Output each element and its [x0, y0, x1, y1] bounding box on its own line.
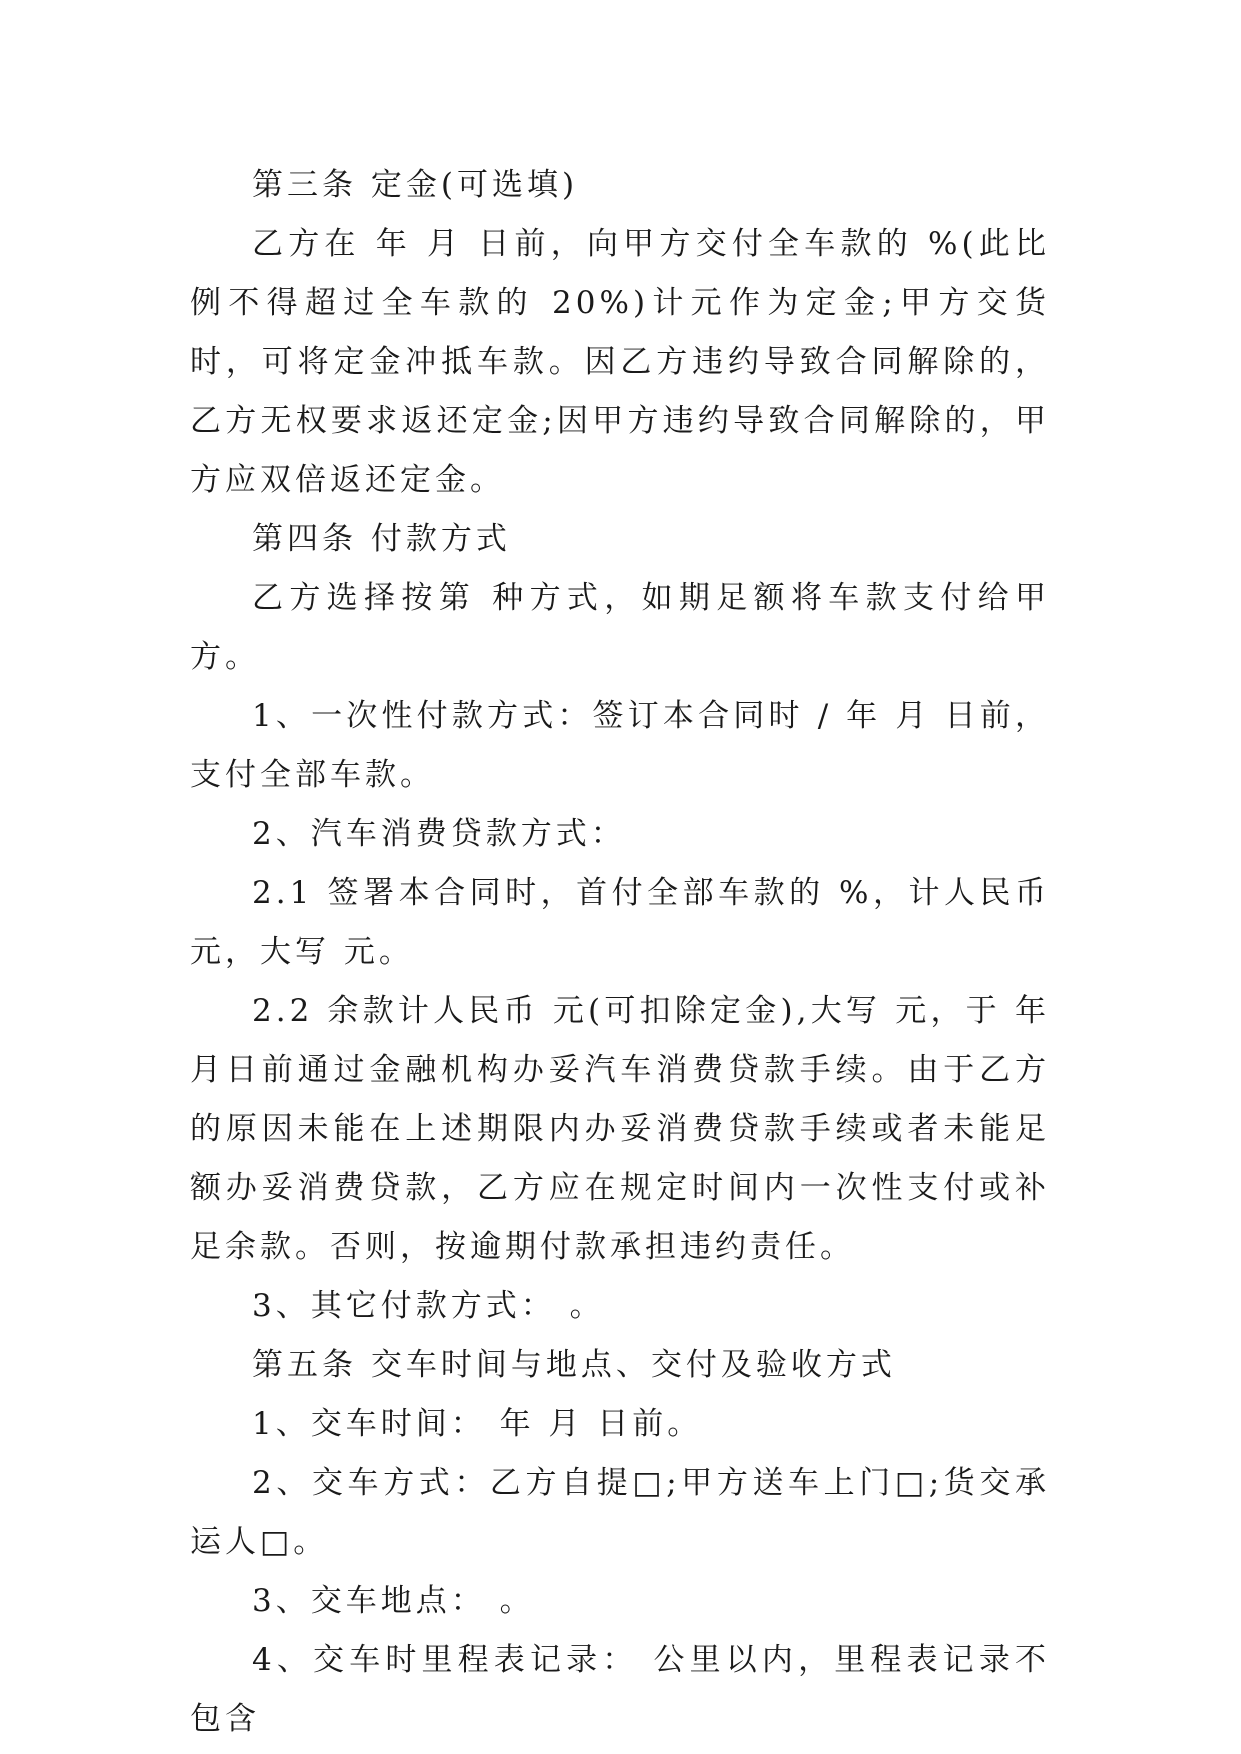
payment-option-3: 3、其它付款方式： 。: [252, 1288, 605, 1324]
article-3-deposit-paragraph: 乙方在 年 月 日前，向甲方交付全车款的 %(此比例不得超过全车款的 20%)计元作为定金;甲方交货时，可将定金冲抵车款。因乙方违约导致合同解除的，乙方无权要求返还定金;因甲方违约导致合同解除的，甲方应双倍返还定金。: [190, 226, 1050, 498]
payment-method-choice: 乙方选择按第 种方式，如期足额将车款支付给甲方。: [190, 580, 1050, 675]
article-5-heading: 第五条 交车时间与地点、交付及验收方式: [252, 1347, 896, 1383]
payment-option-2-2: 2.2 余款计人民币 元(可扣除定金),大写 元，于 年月日前通过金融机构办妥汽车消费贷款手续。由于乙方的原因未能在上述期限内办妥消费贷款手续或者未能足额办妥消费贷款，乙方应在规定时间内一次性支付或补足余款。否则，按逾期付款承担违约责任。: [190, 993, 1050, 1265]
article-4-heading: 第四条 付款方式: [252, 521, 511, 557]
article-3-heading: 第三条 定金(可选填): [252, 167, 579, 203]
payment-option-2-1: 2.1 签署本合同时，首付全部车款的 %，计人民币 元，大写 元。: [190, 875, 1050, 970]
document-body: [190, 156, 1050, 1749]
delivery-location: 3、交车地点： 。: [252, 1583, 535, 1619]
payment-option-1: 1、一次性付款方式：签订本合同时 / 年 月 日前，支付全部车款。: [190, 698, 1050, 793]
delivery-method: 2、交车方式：乙方自提□;甲方送车上门□;货交承运人□。: [190, 1465, 1050, 1560]
delivery-time: 1、交车时间： 年 月 日前。: [252, 1406, 703, 1442]
payment-option-2: 2、汽车消费贷款方式：: [252, 816, 626, 852]
odometer-record: 4、交车时里程表记录： 公里以内，里程表记录不包含: [190, 1642, 1050, 1737]
